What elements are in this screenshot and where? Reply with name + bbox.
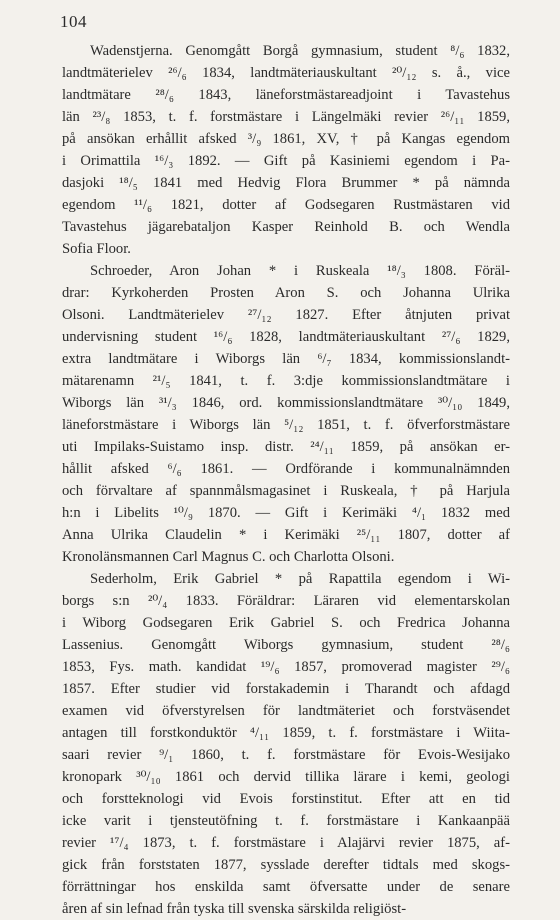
text-line: förrättningar hos enskilda samt öfversatte under de senare	[62, 879, 510, 895]
text-line: Wiborgs län ³¹/₃ 1846, ord. kommissionslandtmätare ³⁰/₁₀ 1849,	[62, 395, 510, 411]
text-line: på ansökan erhållit afsked ³/₉ 1861, XV, † på Kangas egendom	[62, 131, 510, 147]
text-line: Olsoni. Landtmäterielev ²⁷/₁₂ 1827. Efter åtnjuten privat	[62, 307, 510, 323]
text-line: Lassenius. Genomgått Wiborgs gymnasium, student ²⁸/₆	[62, 637, 510, 653]
text-line: undervisning student ¹⁶/₆ 1828, landtmäteriauskultant ²⁷/₆ 1829,	[62, 329, 510, 345]
text-line: 1853, Fys. math. kandidat ¹⁹/₆ 1857, promoverad magister ²⁹/₆	[62, 659, 510, 675]
text-line: gick från forststaten 1877, sysslade derefter tidtals med skogs-	[62, 857, 510, 873]
text-line: Anna Ulrika Claudelin * i Kerimäki ²⁵/₁₁ 1807, dotter af	[62, 527, 510, 543]
text-line: saari revier ⁹/₁ 1860, t. f. forstmästare för Evois-Wesijako	[62, 747, 510, 763]
text-line: i Orimattila ¹⁶/₃ 1892. — Gift på Kasiniemi egendom i Pa-	[62, 153, 510, 169]
text-line: kronopark ³⁰/₁₀ 1861 och dervid tillika lärare i kemi, geologi	[62, 769, 510, 785]
text-line: dasjoki ¹⁸/₅ 1841 med Hedvig Flora Brummer * på nämnda	[62, 175, 510, 191]
text-line: examen vid öfverstyrelsen för landtmäteriet och forstväsendet	[62, 703, 510, 719]
text-line: Sofia Floor.	[62, 241, 131, 257]
text-line: icke varit i tjenstеutöfning t. f. forstmästare i Kankaanpää	[62, 813, 510, 829]
text-line: extra landtmätare i Wiborgs län ⁶/₇ 1834, kommissionslandt-	[62, 351, 510, 367]
text-line: åren af sin lefnad från tyska till svenska särskilda religiöst-	[62, 901, 407, 917]
text-line: och förvaltare af spannmålsmagasinet i Ruskeala, † på Harjula	[62, 483, 510, 499]
text-line: landtmäterielev ²⁶/₆ 1834, landtmäteriauskultant ²⁰/₁₂ s. å., vice	[62, 65, 510, 81]
text-line: 1857. Efter studier vid forstakademin i Tharandt och afdagd	[62, 681, 510, 697]
text-line: i Wiborg Godsegaren Erik Gabriel S. och Fredrica Johanna	[62, 615, 510, 631]
text-line: mätarenamn ²¹/₅ 1841, t. f. 3:dje kommissionslandtmätare i	[62, 373, 510, 389]
text-line: län ²³/₈ 1853, t. f. forstmästare i Längelmäki revier ²⁶/₁₁ 1859,	[62, 109, 510, 125]
text-line: h:n i Libelits ¹⁰/₉ 1870. — Gift i Kerimäki ⁴/₁ 1832 med	[62, 505, 510, 521]
paragraph	[62, 568, 510, 920]
text-line: Wadenstjerna. Genomgått Borgå gymnasium, student ⁸/₆ 1832,	[90, 43, 510, 59]
text-line: egendom ¹¹/₆ 1821, dotter af Godsegaren Rustmästaren vid	[62, 197, 510, 213]
text-line: drar: Kyrkoherden Prosten Aron S. och Johanna Ulrika	[62, 285, 510, 301]
text-line: borgs s:n ²⁰/₄ 1833. Föräldrar: Läraren vid elementarskolan	[62, 593, 510, 609]
text-line: hållit afsked ⁶/₆ 1861. — Ordförande i kommunalnämnden	[62, 461, 510, 477]
text-line: uti Impilaks-Suistamo insp. distr. ²⁴/₁₁ 1859, på ansökan er-	[62, 439, 510, 455]
text-line: läneforstmästare i Wiborgs län ⁵/₁₂ 1851, t. f. öfverforstmästare	[62, 417, 510, 433]
text-line: Sederholm, Erik Gabriel * på Rapattila egendom i Wi-	[90, 571, 510, 587]
text-line: Tavastehus jägarebataljon Kasper Reinhold B. och Wendla	[62, 219, 510, 235]
text-line: landtmätare ²⁸/₆ 1843, läneforstmästareadjoint i Tavastehus	[62, 87, 510, 103]
paragraph	[62, 260, 510, 568]
text-line: Schroeder, Aron Johan * i Ruskeala ¹⁸/₃ 1808. Föräl-	[90, 263, 510, 279]
text-line: revier ¹⁷/₄ 1873, t. f. forstmästare i Alajärvi revier 1875, af-	[62, 835, 510, 851]
page-number: 104	[60, 12, 87, 31]
text-line: antagen till forstkonduktör ⁴/₁₁ 1859, t. f. forstmästare i Wiita-	[62, 725, 510, 741]
paragraph	[62, 40, 510, 260]
text-line: och forstteknologi vid Evois forstinstitut. Efter att en tid	[62, 791, 510, 807]
body-text	[62, 40, 510, 920]
text-line: Kronolänsmannen Carl Magnus C. och Charlotta Olsoni.	[62, 549, 395, 565]
